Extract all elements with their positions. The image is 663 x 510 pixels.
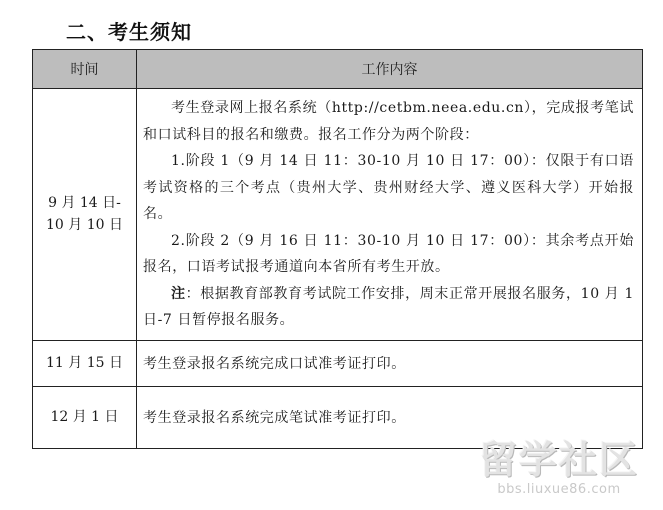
section-title: 二、考生须知 <box>66 20 192 44</box>
site-watermark <box>479 438 639 497</box>
paragraph-note <box>143 281 634 334</box>
time-line: 10 月 10 日 <box>46 217 123 234</box>
watermark-main: 留学社区 <box>478 438 639 482</box>
note-text: ：根据教育部教育考试院工作安排，周末正常开展报名服务，10 月 1 日-7 日暂停报名服务。 <box>143 285 634 328</box>
notice-table <box>32 49 643 449</box>
header-time: 时间 <box>33 50 137 89</box>
time-cell: 12 月 1 日 <box>33 386 137 448</box>
table-row <box>33 89 643 341</box>
paragraph-stage-2: 2.阶段 2（9 月 16 日 11：30-10 月 10 日 17：00）：其余考点开始报名，口语考试报考通道向本省所有考生开放。 <box>143 232 634 275</box>
content-cell: 考生登录报名系统完成口试准考证打印。 <box>137 340 643 386</box>
time-line: 9 月 14 日- <box>48 195 121 212</box>
paragraph-stage-1: 1.阶段 1（9 月 14 日 11：30-10 月 10 日 17：00）：仅限于有口语考试资格的三个考点（贵州大学、贵州财经大学、遵义医科大学）开始报名。 <box>143 153 634 222</box>
paragraph-intro: 考生登录网上报名系统（http://cetbm.neea.edu.cn），完成报考笔试和口试科目的报名和缴费。报名工作分为两个阶段： <box>143 100 634 143</box>
content-cell <box>137 89 643 341</box>
table-header-row <box>33 50 643 89</box>
watermark-url: bbs.liuxue86.com <box>497 482 621 497</box>
header-content: 工作内容 <box>137 50 643 89</box>
table-row <box>33 340 643 386</box>
time-cell: 11 月 15 日 <box>33 340 137 386</box>
time-cell <box>33 89 137 341</box>
content-cell: 考生登录报名系统完成笔试准考证打印。 <box>137 386 643 448</box>
note-label: 注 <box>171 285 186 302</box>
